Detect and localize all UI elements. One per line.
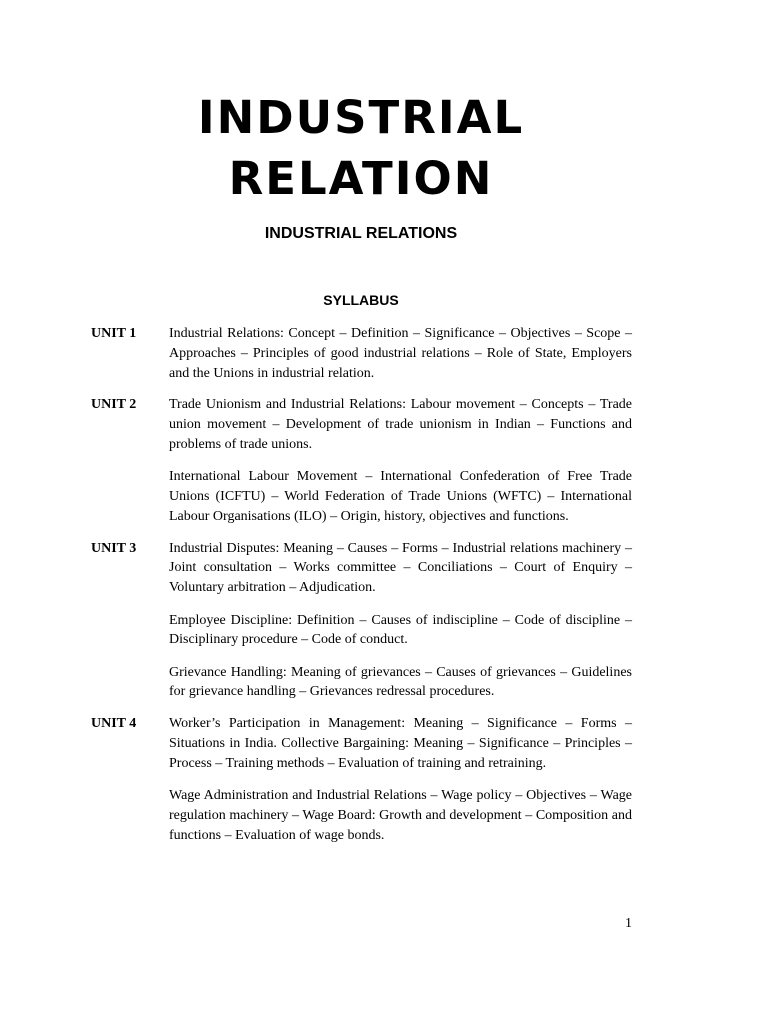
unit-body [169, 395, 632, 526]
unit-label: UNIT 3 [91, 540, 137, 556]
unit-paragraph: Grievance Handling: Meaning of grievances – Causes of grievances – Guidelines for grievance handling – Grievances redressal procedures. [169, 664, 632, 700]
unit-paragraph: Employee Discipline: Definition – Causes of indiscipline – Code of discipline – Disciplinary procedure – Code of conduct. [169, 612, 632, 648]
syllabus-units [91, 324, 632, 858]
unit-paragraph: Worker’s Participation in Management: Meaning – Significance – Forms – Situations in India. Collective Bargaining: Meaning – Significance – Principles – Process – Training methods – Evaluation of training and retraining. [169, 716, 632, 771]
unit-4 [91, 714, 632, 845]
unit-label: UNIT 1 [91, 326, 137, 341]
unit-body [169, 539, 632, 703]
unit-paragraph: Wage Administration and Industrial Relations – Wage policy – Objectives – Wage regulation machinery – Wage Board: Growth and development – Composition and functions – Evaluation of wage bonds. [169, 788, 632, 843]
unit-label: UNIT 4 [91, 716, 137, 732]
page-title-line-1: INDUSTRIAL [197, 91, 525, 144]
unit-label: UNIT 2 [91, 397, 137, 413]
unit-paragraph: International Labour Movement – International Confederation of Free Trade Unions (ICFTU) – World Federation of Trade Unions (WFTC) – International Labour Organisations (ILO) – Origin, history, objectives and functions. [169, 469, 632, 524]
syllabus-heading: SYLLABUS [323, 292, 399, 308]
unit-paragraph: Industrial Disputes: Meaning – Causes – Forms – Industrial relations machinery – Joint consultation – Works committee – Conciliations – Court of Enquiry – Voluntary arbitration – Adjudication. [169, 540, 632, 596]
page-number: 1 [625, 916, 632, 931]
page-title-line-2: RELATION [228, 152, 494, 205]
unit-paragraph: Trade Unionism and Industrial Relations: Labour movement – Concepts – Trade union movement – Development of trade unionism in Indian – Functions and problems of trade unions. [169, 397, 632, 452]
page-subtitle: INDUSTRIAL RELATIONS [264, 225, 458, 242]
unit-1 [91, 324, 632, 383]
unit-paragraph: Industrial Relations: Concept – Definition – Significance – Objectives – Scope – Approaches – Principles of good industrial relations – Role of State, Employers and the Unions in industrial relation. [169, 326, 632, 381]
unit-2 [91, 395, 632, 526]
unit-body [169, 324, 632, 383]
unit-body [169, 714, 632, 845]
unit-3 [91, 539, 632, 703]
